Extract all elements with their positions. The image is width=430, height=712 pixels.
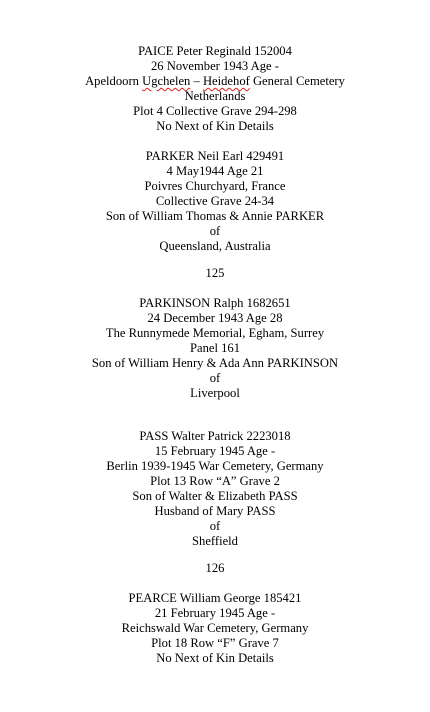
entry-kin-line: No Next of Kin Details (156, 651, 274, 665)
entry-date-line: 21 February 1945 Age - (154, 606, 276, 620)
entry-grave-line: Plot 4 Collective Grave 294-298 (133, 104, 297, 118)
entry-kin-line: Son of Walter & Elizabeth PASS (132, 489, 298, 503)
entry-place-line: Queensland, Australia (159, 239, 271, 253)
entry-grave-line: Plot 13 Row “A” Grave 2 (150, 474, 280, 488)
entry-name-line: PARKER Neil Earl 429491 (145, 149, 285, 163)
entry-kin-line: No Next of Kin Details (156, 119, 274, 133)
entry-date-line: 24 December 1943 Age 28 (147, 311, 283, 325)
spellcheck-word: Ugchelen (142, 74, 191, 88)
cemetery-text: Apeldoorn (85, 74, 143, 88)
entry-name-line: PAICE Peter Reginald 152004 (138, 44, 292, 58)
entry-date-line: 26 November 1943 Age - (150, 59, 279, 73)
page-number: 125 (205, 266, 225, 280)
entry-name-line: PASS Walter Patrick 2223018 (139, 429, 291, 443)
entry-grave-line: Collective Grave 24-34 (155, 194, 275, 208)
entry-date-line: 15 February 1945 Age - (154, 444, 276, 458)
entry-cemetery-line: Berlin 1939-1945 War Cemetery, Germany (106, 459, 324, 473)
entry-cemetery-line: The Runnymede Memorial, Egham, Surrey (105, 326, 325, 340)
entry-of-line: of (209, 224, 221, 238)
entry-place-line: Liverpool (190, 386, 240, 400)
entry-of-line: of (209, 371, 221, 385)
entry-kin-line: Son of William Thomas & Annie PARKER (105, 209, 325, 223)
spellcheck-word: Heidehof (202, 74, 250, 88)
entry-date-line: 4 May1944 Age 21 (166, 164, 264, 178)
entry-cemetery-line: Reichswald War Cemetery, Germany (121, 621, 309, 635)
cemetery-text: – (190, 74, 203, 88)
entry-cemetery-line: Poivres Churchyard, France (144, 179, 286, 193)
entry-place-line: Sheffield (192, 534, 238, 548)
entry-grave-line: Panel 161 (189, 341, 241, 355)
entry-grave-line: Plot 18 Row “F” Grave 7 (151, 636, 279, 650)
entry-spouse-line: Husband of Mary PASS (154, 504, 276, 518)
entry-name-line: PEARCE William George 185421 (128, 591, 302, 605)
entry-country-line: Netherlands (184, 89, 246, 103)
entry-kin-line: Son of William Henry & Ada Ann PARKINSON (91, 356, 339, 370)
entry-name-line: PARKINSON Ralph 1682651 (139, 296, 291, 310)
entry-cemetery-line (0, 74, 430, 89)
page-number: 126 (205, 561, 225, 575)
entry-of-line: of (209, 519, 221, 533)
cemetery-text: General Cemetery (249, 74, 345, 88)
